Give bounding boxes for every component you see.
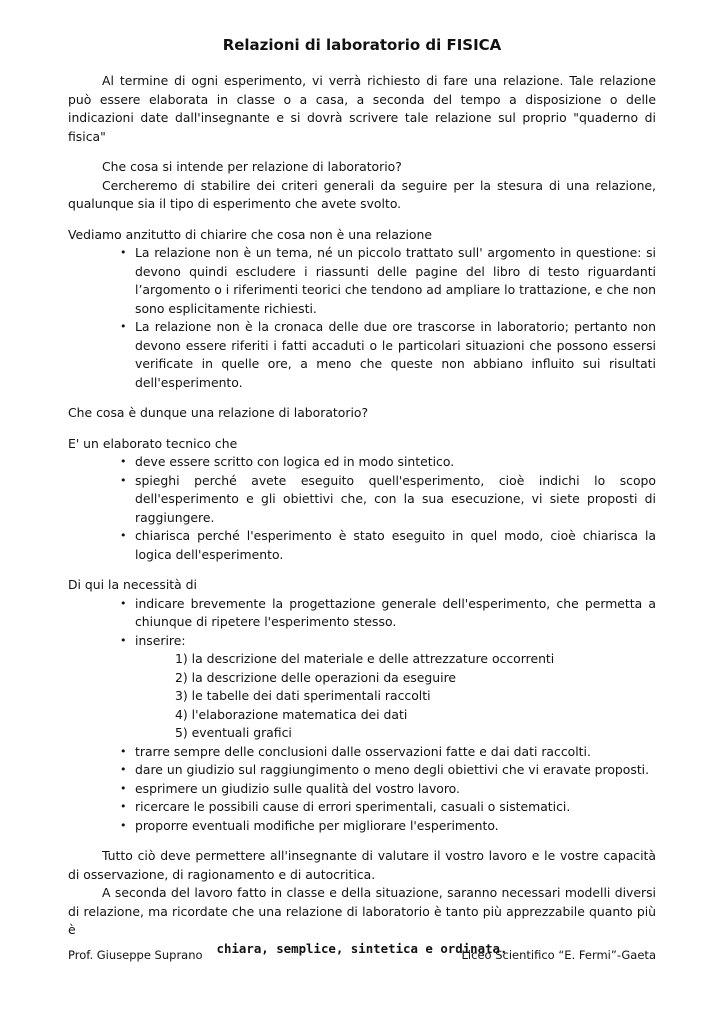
list-item: • chiarisca perché l'esperimento è stato eseguito in quel modo, cioè chiarisca la logica dell'esperimento. [120,527,656,564]
need-list-continued [68,743,656,836]
list-item: • indicare brevemente la progettazione generale dell'esperimento, che permetta a chiunque di ripetere l'esperimento stesso. [120,595,656,632]
footer-author: Prof. Giuseppe Suprano [68,948,203,962]
document-page [68,36,656,958]
list-item: • trarre sempre delle conclusioni dalle osservazioni fatte e dai dati raccolti. [120,743,656,762]
elaborate-heading: E' un elaborato tecnico che [68,435,238,451]
need-list [68,595,656,651]
insert-list [68,650,656,743]
numbered-item: 5) eventuali grafici [175,725,292,740]
intro-paragraph: Al termine di ogni esperimento, vi verrà richiesto di fare una relazione. Tale relazione può essere elaborata in classe o a casa, a seconda del tempo a disposizione o delle indicazioni date dall'insegnante e si dovrà scrivere tale relazione sul proprio "quaderno di fisica" [68,73,656,144]
page-footer [68,948,656,962]
list-item: • La relazione non è un tema, né un piccolo trattato sull' argomento in questione: si devono quindi escludere i riassunti delle pagine del libro di testo riguardanti l’argomento o i riferimenti teorici che tendono ad ampliare lo trattazione, e che non sono esplicitamente richiesti. [120,244,656,318]
list-item: • ricercare le possibili cause di errori sperimentali, casuali o sistematici. [120,798,656,817]
page-title: Relazioni di laboratorio di FISICA [222,36,502,54]
list-item: • inserire: [120,632,656,651]
question-what-is: Che cosa è dunque una relazione di laboratorio? [68,405,369,420]
not-list [68,244,656,392]
closing-emphasis: chiara, semplice, sintetica e ordinata. [216,940,508,956]
numbered-item: 2) la descrizione delle operazioni da eseguire [175,669,457,685]
list-item: • spieghi perché avete eseguito quell'esperimento, cioè indichi lo scopo dell'esperimento e gli obiettivi che, con la sua esecuzione, vi siete proposti di raggiungere. [120,472,656,528]
list-item: • proporre eventuali modifiche per migliorare l'esperimento. [120,817,656,836]
not-heading: Vediamo anzitutto di chiarire che cosa non è una relazione [68,226,432,242]
numbered-item: 1) la descrizione del materiale e delle attrezzature occorrenti [175,651,555,666]
criteria-paragraph: Cercheremo di stabilire dei criteri generali da seguire per la stesura di una relazione, qualunque sia il tipo di esperimento che avete svolto. [68,177,656,211]
need-heading: Di qui la necessità di [68,577,197,592]
list-item: • deve essere scritto con logica ed in modo sintetico. [120,453,656,472]
list-item: • La relazione non è la cronaca delle due ore trascorse in laboratorio; pertanto non devono essere riferiti i fatti accaduti o le particolari situazioni che possono essersi verificate in quelle ore, a meno che queste non abbiano influito sui risultati dell'esperimento. [120,318,656,392]
question-definition: Che cosa si intende per relazione di laboratorio? [102,159,402,174]
list-item: • dare un giudizio sul raggiungimento o meno degli obiettivi che vi eravate proposti. [120,761,656,780]
numbered-item: 3) le tabelle dei dati sperimentali raccolti [175,688,431,703]
footer-school: Liceo Scientifico “E. Fermi”-Gaeta [461,948,656,962]
closing-paragraph-1: Tutto ciò deve permettere all'insegnante di valutare il vostro lavoro e le vostre capacità di osservazione, di ragionamento e di autocritica. [68,848,656,882]
elaborate-list [68,453,656,564]
closing-paragraph-2: A seconda del lavoro fatto in classe e della situazione, saranno necessari modelli diversi di relazione, ma ricordate che una relazione di laboratorio è tanto più apprezzabile quanto più è [68,885,656,937]
list-item: • esprimere un giudizio sulle qualità del vostro lavoro. [120,780,656,799]
numbered-item: 4) l'elaborazione matematica dei dati [175,706,408,722]
